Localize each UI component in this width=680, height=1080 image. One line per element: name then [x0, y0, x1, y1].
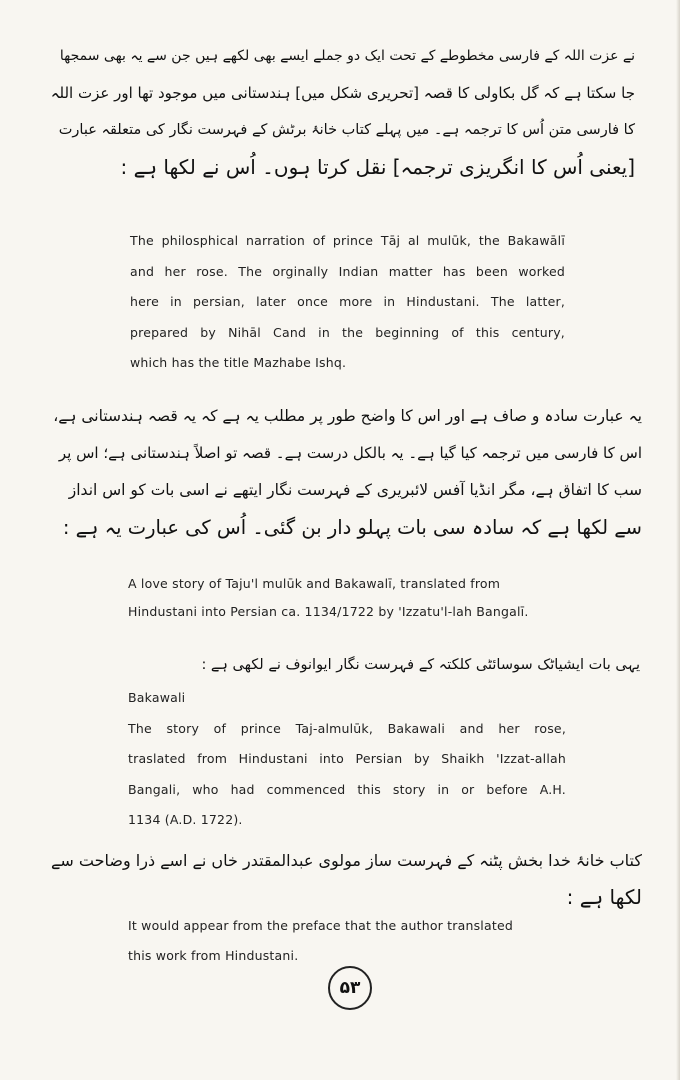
urdu-line: یہی بات ایشیاٹک سوسائٹی کلکتہ کے فہرست نگار ایوانوف نے لکھی ہے : — [201, 657, 640, 673]
quote-line: 1134 (A.D. 1722). — [128, 812, 243, 827]
urdu-paragraph-1 — [50, 38, 635, 186]
urdu-line: کا فارسی متن اُس کا ترجمہ ہے۔ میں پہلے کتاب خانۂ برٹش کے فہرست نگار کی متعلقہ عبارت — [58, 122, 635, 138]
quote-line: It would appear from the preface that the author translated — [128, 918, 513, 933]
english-quote-4 — [128, 911, 573, 971]
urdu-line: نے عزت اللہ کے فارسی مخطوطے کے تحت ایک دو جملے ایسے بھی لکھے ہیں جن سے یہ بھی سمجھا — [59, 48, 635, 64]
quote-line: prepared by Nihāl Cand in the beginning of this century, — [130, 324, 565, 340]
quote-line: and her rose. The orginally Indian matter has been worked — [130, 263, 565, 279]
english-quote-2 — [128, 570, 568, 626]
scan-edge — [676, 0, 680, 1080]
english-quote-3 — [128, 683, 566, 836]
urdu-paragraph-4 — [40, 842, 642, 916]
urdu-line: سے لکھا ہے کہ سادہ سی بات پہلو دار بن گئی۔ اُس کی عبارت یہ ہے : — [62, 516, 642, 539]
quote-heading: Bakawali — [128, 690, 186, 705]
quote-line: A love story of Taju'l mulūk and Bakawalī, translated from — [128, 576, 501, 591]
english-quote-1 — [130, 226, 565, 379]
urdu-paragraph-3 — [190, 647, 640, 684]
urdu-line: جا سکتا ہے کہ گل بکاولی کا قصہ [تحریری شکل میں] ہندستانی میں موجود تھا اور عزت اللہ — [50, 84, 635, 102]
page-number: ۵۳ — [328, 966, 372, 1010]
quote-line: The philosphical narration of prince Tāj al mulūk, the Bakawālī — [130, 233, 565, 248]
urdu-line: اس کا فارسی میں ترجمہ کیا گیا ہے۔ یہ بالکل درست ہے۔ قصہ تو اصلاً ہندستانی ہے؛ اس پر — [58, 444, 642, 462]
urdu-line: یہ عبارت سادہ و صاف ہے اور اس کا واضح طور پر مطلب یہ ہے کہ یہ قصہ ہندستانی ہے، — [53, 407, 642, 425]
quote-line: this work from Hindustani. — [128, 948, 299, 963]
urdu-line: لکھا ہے : — [566, 885, 642, 909]
quote-line: Bangali, who had commenced this story in or before A.H. — [128, 781, 566, 797]
urdu-line: سب کا اتفاق ہے، مگر انڈیا آفس لائبریری کے فہرست نگار ایتھے نے اسی بات کو اس انداز — [68, 481, 642, 499]
quote-line: traslated from Hindustani into Persian by Shaikh 'Izzat-allah — [128, 751, 566, 766]
quote-line: which has the title Mazhabe Ishq. — [130, 355, 347, 370]
quote-line: Hindustani into Persian ca. 1134/1722 by 'Izzatu'l-lah Bangalī. — [128, 604, 529, 619]
quote-line: here in persian, later once more in Hindustani. The latter, — [130, 294, 565, 309]
urdu-line: [یعنی اُس کا انگریزی ترجمہ] نقل کرتا ہوں۔ اُس نے لکھا ہے : — [120, 155, 635, 179]
urdu-paragraph-2 — [52, 398, 642, 546]
quote-line: The story of prince Taj-almulūk, Bakawali and her rose, — [128, 720, 566, 736]
urdu-line: کتاب خانۂ خدا بخش پٹنہ کے فہرست ساز مولوی عبدالمقتدر خاں نے اسے ذرا وضاحت سے — [51, 851, 642, 870]
